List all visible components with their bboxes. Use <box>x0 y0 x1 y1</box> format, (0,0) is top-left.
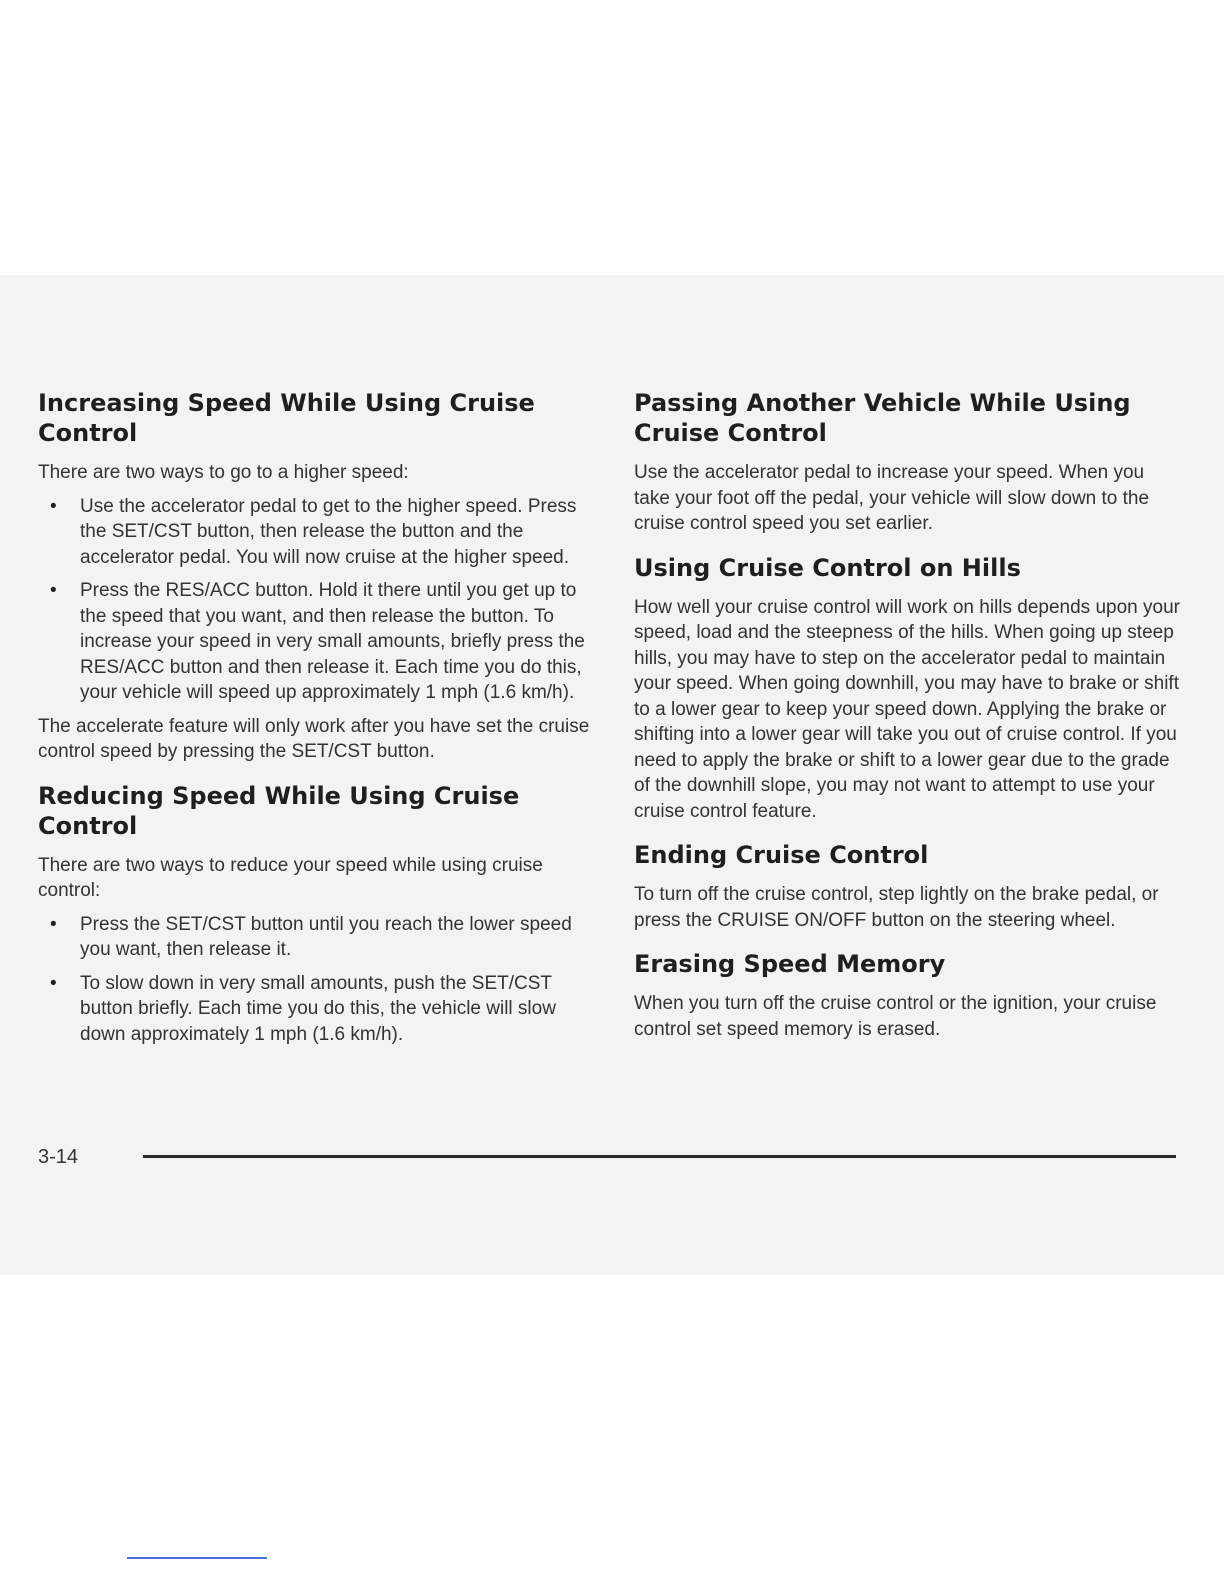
right-column <box>634 388 1184 1050</box>
list-item <box>38 971 598 1048</box>
heading-increasing-speed: Increasing Speed While Using Cruise Control <box>38 389 535 447</box>
footer-divider <box>143 1155 1176 1158</box>
heading-cruise-on-hills: Using Cruise Control on Hills <box>634 553 1021 582</box>
bullet-icon: • <box>50 913 57 935</box>
reducing-speed-intro: There are two ways to reduce your speed while using cruise control: <box>38 854 543 901</box>
list-item-text: To slow down in very small amounts, push the SET/CST button briefly. Each time you do this, the vehicle will slow down approximately 1 mph (1.6 km/h). <box>80 972 556 1045</box>
bullet-icon: • <box>50 972 57 994</box>
list-item-text: Press the SET/CST button until you reach the lower speed you want, then release it. <box>80 913 572 960</box>
heading-reducing-speed: Reducing Speed While Using Cruise Control <box>38 781 520 840</box>
list-item <box>38 494 598 571</box>
increasing-speed-list <box>38 494 598 706</box>
increasing-speed-note: The accelerate feature will only work after you have set the cruise control speed by pressing the SET/CST button. <box>38 715 590 762</box>
passing-vehicle-body: Use the accelerator pedal to increase your speed. When you take your foot off the pedal, your vehicle will slow down to the cruise control speed you set earlier. <box>634 462 1150 534</box>
heading-passing-vehicle: Passing Another Vehicle While Using Cruise Control <box>634 389 1131 447</box>
cruise-on-hills-body: How well your cruise control will work on hills depends upon your speed, load and the steepness of the hills. When going up steep hills, you may have to step on the accelerator pedal to maintain your speed. When going downhill, you may have to brake or shift to a lower gear to keep your speed down. Applying the brake or shifting into a lower gear will take you out of cruise control. If you need to apply the brake or shift to a lower gear due to the grade of the downhill slope, you may not want to attempt to use your cruise control feature. <box>634 596 1180 822</box>
bullet-icon: • <box>50 495 57 517</box>
list-item-text: Use the accelerator pedal to get to the higher speed. Press the SET/CST button, then release the button and the accelerator pedal. You will now cruise at the higher speed. <box>80 495 577 568</box>
list-item <box>38 912 598 963</box>
bullet-icon: • <box>50 580 57 601</box>
page-number: 3-14 <box>38 1146 79 1168</box>
left-column <box>38 388 598 1055</box>
list-item <box>38 578 598 706</box>
heading-erasing-memory: Erasing Speed Memory <box>634 950 946 978</box>
heading-ending-cruise: Ending Cruise Control <box>634 841 929 869</box>
reducing-speed-list <box>38 912 598 1048</box>
increasing-speed-intro: There are two ways to go to a higher speed: <box>38 462 409 483</box>
link-underline[interactable] <box>127 1557 267 1559</box>
erasing-memory-body: When you turn off the cruise control or the ignition, your cruise control set speed memory is erased. <box>634 993 1157 1040</box>
list-item-text: Press the RES/ACC button. Hold it there until you get up to the speed that you want, and then release the button. To increase your speed in very small amounts, briefly press the RES/ACC button and then release it. Each time you do this, your vehicle will speed up approximately 1 mph (1.6 km/h). <box>80 580 585 703</box>
ending-cruise-body: To turn off the cruise control, step lightly on the brake pedal, or press the CRUISE ON/OFF button on the steering wheel. <box>634 884 1159 931</box>
